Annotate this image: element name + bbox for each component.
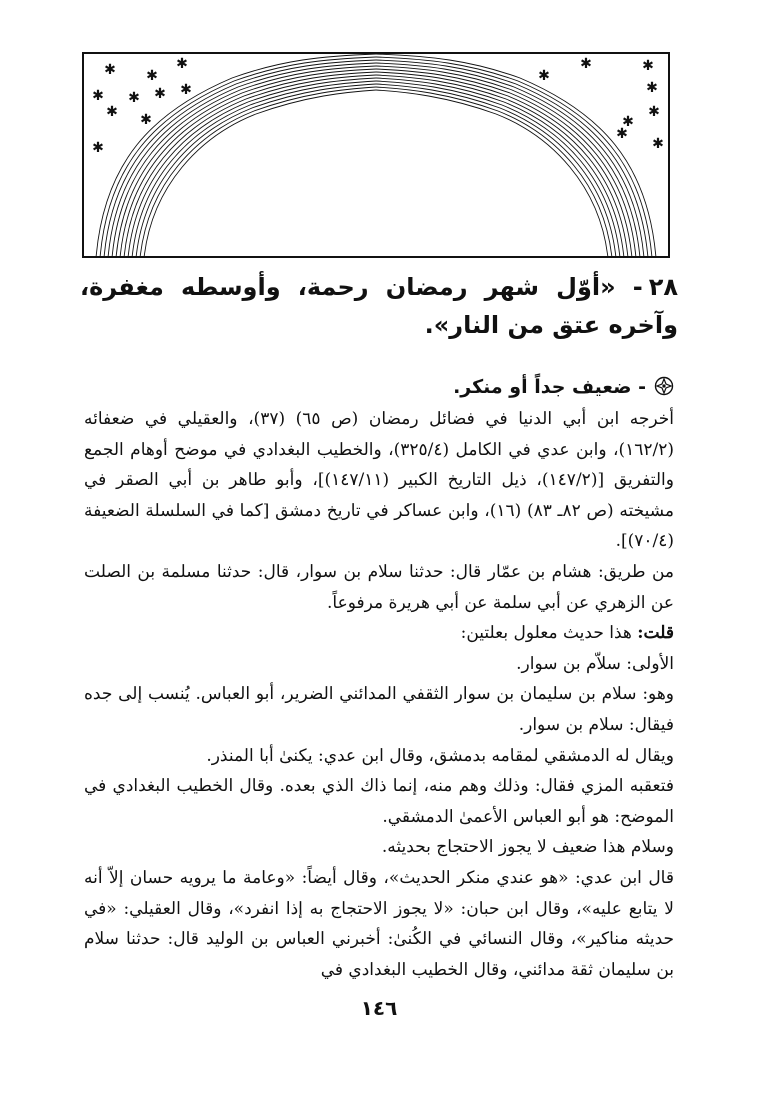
svg-text:✱: ✱ xyxy=(538,68,550,84)
header-ornament xyxy=(82,52,670,258)
svg-text:✱: ✱ xyxy=(652,136,664,152)
svg-text:✱: ✱ xyxy=(104,62,116,78)
paragraph-weak: وسلام هذا ضعيف لا يجوز الاحتجاج بحديثه. xyxy=(381,837,674,858)
hadith-number: ٢٨ xyxy=(648,273,678,301)
hadith-heading xyxy=(80,268,678,344)
paragraph-narrator-identity: وهو: سلام بن سليمان بن سوار الثقفي المدائني الضرير، أبو العباس. يُنسب إلى جده فيقال: سلام بن سوار. xyxy=(84,684,674,735)
hadith-text: - «أوّل شهر رمضان رحمة، وأوسطه مغفرة، وآخره عتق من النار». xyxy=(80,273,678,339)
grade-line xyxy=(84,372,674,402)
grade-text: - ضعيف جداً أو منكر. xyxy=(453,376,646,398)
svg-text:✱: ✱ xyxy=(106,104,118,120)
qult-text: هذا حديث معلول بعلتين: xyxy=(460,623,632,644)
paragraph-chain: من طريق: هشام بن عمّار قال: حدثنا سلام بن سوار، قال: حدثنا مسلمة بن الصلت عن الزهري عن أبي سلمة عن أبي هريرة مرفوعاً. xyxy=(84,561,674,613)
svg-text:✱: ✱ xyxy=(128,90,140,106)
svg-text:✱: ✱ xyxy=(648,104,660,120)
paragraph-kunya: ويقال له الدمشقي لمقامه بدمشق، وقال ابن عدي: يكنىٰ أبا المنذر. xyxy=(206,745,674,766)
svg-text:✱: ✱ xyxy=(154,86,166,102)
paragraph-critics: قال ابن عدي: «هو عندي منكر الحديث»، وقال أيضاً: «وعامة ما يرويه حسان إلاّ أنه لا يتابع عليه»، وقال ابن حبان: «لا يجوز الاحتجاج به إذا انفرد»، وقال العقيلي: «في حديثه مناكير»، وقال النسائي في الكُنىٰ: أخبرني العباس بن الوليد قال: حدثنا سلام بن سليمان ثقة مدائني، وقال الخطيب البغدادي في xyxy=(84,867,674,980)
page-number: ١٤٦ xyxy=(360,996,398,1020)
svg-text:✱: ✱ xyxy=(646,80,658,96)
svg-text:✱: ✱ xyxy=(580,56,592,72)
commentary xyxy=(84,372,674,985)
svg-text:✱: ✱ xyxy=(92,88,104,104)
paragraph-sources: أخرجه ابن أبي الدنيا في فضائل رمضان (ص ٦٥) (٣٧)، والعقيلي في ضعفائه (١٦٢/٢)، وابن عدي في الكامل (٣٢٥/٤)، والخطيب البغدادي في موضح أوهام الجمع والتفريق [(١٤٧/٢)، ذيل التاريخ الكبير (١٤٧/١١)]، وأبو طاهر بن أبي الصقر في مشيخته (ص ٨٢ـ ٨٣) (١٦)، وابن عساكر في تاريخ دمشق [كما في السلسلة الضعيفة (٧٠/٤)]. xyxy=(84,409,675,552)
svg-text:✱: ✱ xyxy=(176,56,188,72)
qult-label: قلت: xyxy=(637,623,674,644)
flower-ornament-icon xyxy=(654,376,674,396)
svg-text:✱: ✱ xyxy=(92,140,104,156)
svg-text:✱: ✱ xyxy=(140,112,152,128)
svg-text:✱: ✱ xyxy=(616,126,628,142)
svg-text:✱: ✱ xyxy=(146,68,158,84)
paragraph-mizzi: فتعقبه المزي فقال: وذلك وهم منه، إنما ذاك الذي بعده. وقال الخطيب البغدادي في الموضح: هو أبو العباس الأعمىٰ الدمشقي. xyxy=(84,776,674,827)
paragraph-first-defect: الأولى: سلاّم بن سوار. xyxy=(516,653,674,674)
paragraph-qult xyxy=(84,618,674,649)
svg-text:✱: ✱ xyxy=(180,82,192,98)
svg-text:✱: ✱ xyxy=(642,58,654,74)
svg-text:✱: ✱ xyxy=(622,114,634,130)
